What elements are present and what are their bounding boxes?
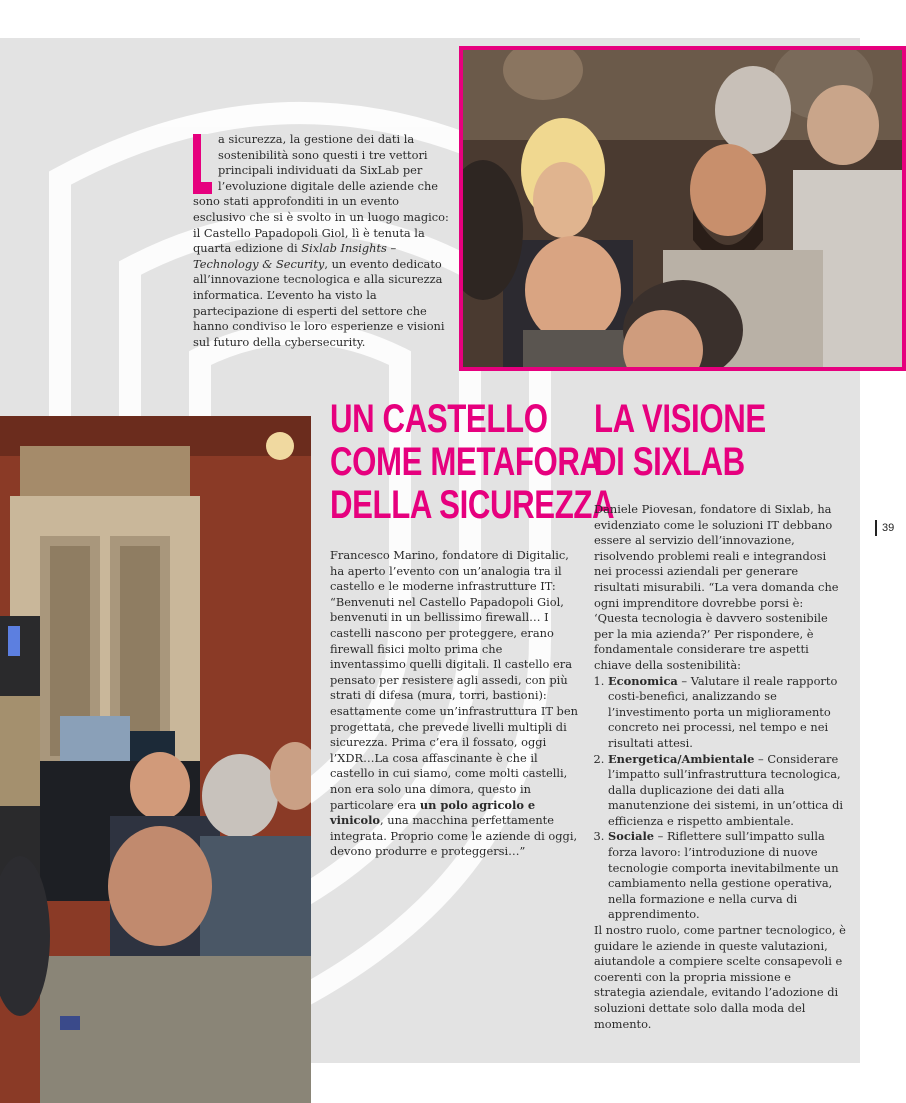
section1-headline — [330, 398, 614, 527]
headline-line: LA VISIONE — [594, 397, 766, 441]
event-name: Sixlab Insights – Technology & Security — [193, 241, 397, 271]
list-item-term: Sociale — [608, 829, 655, 844]
section2-body — [594, 502, 846, 1032]
list-item-term: Economica — [608, 673, 678, 688]
sustainability-list — [594, 674, 846, 924]
section2-closing: Il nostro ruolo, come partner tecnologico, è guidare le aziende in queste valutazioni, aiutandole a compiere scelte consapevoli e coerenti con la propria missione e strategia aziendale, evitando l’adozione di soluzioni dettate solo dalla moda del momento. — [594, 923, 846, 1031]
intro-text-end: , un evento dedicato all’innovazione tecnologica e alla sicurezza informatica. L’evento ha visto la partecipazione di esperti del settore che hanno condiviso le loro esperienze e visioni sul futuro della cybersecurity. — [193, 256, 445, 349]
body-text-end: , una macchina perfettamente integrata. Proprio come le aziende di oggi, devono produrre e proteggersi…” — [330, 813, 578, 859]
list-item-text: – Riflettere sull’impatto sulla forza lavoro: l’introduzione di nuove tecnologie comporta inevitabilmente un cambiamento nella gestione operativa, nella formazione e nella curva di apprendimento. — [608, 829, 839, 922]
dropcap-letter — [193, 134, 212, 194]
castle-hall-photo — [0, 416, 311, 1103]
headline-line: COME METAFORA — [330, 440, 602, 484]
list-item — [608, 674, 846, 752]
section2-intro: Daniele Piovesan, fondatore di Sixlab, ha evidenziato come le soluzioni IT debbano essere al servizio dell’innovazione, risolvendo problemi reali e integrandosi nei processi aziendali per generare risultati misurabili. “La vera domanda che ogni imprenditore dovrebbe porsi è: ‘Questa tecnologia è davvero sostenibile per la mia azienda?’ Per rispondere, è fondamentale considerare tre aspetti chiave della sostenibilità: — [594, 502, 839, 672]
section1-body — [330, 548, 580, 860]
audience-photo — [459, 46, 906, 371]
headline-line: UN CASTELLO — [330, 397, 548, 441]
intro-paragraph — [193, 132, 455, 350]
list-item-term: Energetica/Ambientale — [608, 751, 755, 766]
list-item-text: – Considerare l’impatto sull’infrastruttura tecnologica, dalla duplicazione dei dati alla manutenzione dei sistemi, in un’ottica di efficienza e rispetto ambientale. — [608, 751, 844, 828]
headline-line: DI SIXLAB — [594, 440, 745, 484]
list-item — [608, 829, 846, 923]
bold-text: un polo agricolo e vinicolo — [330, 797, 536, 828]
section2-headline — [594, 398, 766, 484]
headline-line: DELLA SICUREZZA — [330, 483, 615, 527]
section1-paragraph — [330, 548, 580, 860]
page-number: 39 — [875, 520, 894, 536]
intro-text: a sicurezza, la gestione dei dati la sostenibilità sono questi i tre vettori principali individuati da SixLab per l’evoluzione digitale delle aziende che sono stati approfonditi in un evento esclusivo che si è svolto in un luogo magico: il Castello Papadopoli Giol, lì è tenuta la quarta edizione di — [193, 132, 449, 256]
list-item-text: – Valutare il reale rapporto costi-benefici, analizzando se l’investimento porta un miglioramento concreto nei processi, nel tempo e nei risultati attesi. — [608, 673, 838, 750]
list-item — [608, 752, 846, 830]
body-text: Francesco Marino, fondatore di Digitalic, ha aperto l’evento con un’analogia tra il castello e le moderne infrastrutture IT: “Benvenuti nel Castello Papadopoli Giol, benvenuti in un bellissimo firewall… I castelli nascono per proteggere, erano firewall fisici molto prima che inventassimo quelli digitali. Il castello era pensato per resistere agli assedi, con più strati di difesa (mura, torri, bastioni): esattamente come un’infrastruttura IT ben progettata, che prevede livelli multipli di sicurezza. Prima c’era il fossato, oggi l’XDR…La cosa affascinante è che il castello in cui siamo, come molti castelli, non era solo una dimora, questo in particolare era — [330, 548, 578, 812]
